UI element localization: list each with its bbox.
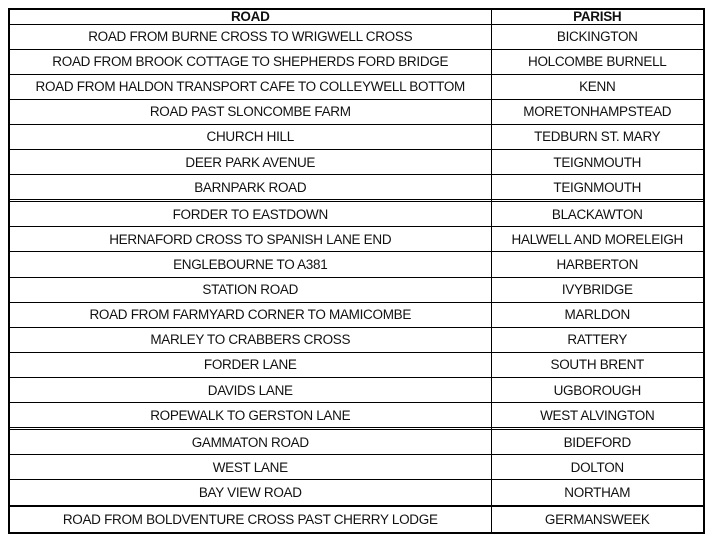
- table-row: [9, 150, 704, 175]
- road-parish-table: [8, 8, 705, 534]
- parish-cell: RATTERY: [491, 327, 704, 352]
- road-cell: MARLEY TO CRABBERS CROSS: [9, 327, 491, 352]
- table-row: [9, 74, 704, 99]
- parish-cell: HALWELL AND MORELEIGH: [491, 227, 704, 252]
- parish-cell: TEIGNMOUTH: [491, 175, 704, 200]
- table-row: [9, 252, 704, 277]
- road-cell: ENGLEBOURNE TO A381: [9, 252, 491, 277]
- table-row: [9, 202, 704, 227]
- table-row: [9, 302, 704, 327]
- road-cell: ROAD FROM BOLDVENTURE CROSS PAST CHERRY LODGE: [9, 507, 491, 533]
- parish-cell: WEST ALVINGTON: [491, 403, 704, 428]
- road-cell: BAY VIEW ROAD: [9, 480, 491, 505]
- road-cell: HERNAFORD CROSS TO SPANISH LANE END: [9, 227, 491, 252]
- table-row: [9, 175, 704, 200]
- road-cell: GAMMATON ROAD: [9, 430, 491, 455]
- table-body: [9, 24, 704, 533]
- table-row: [9, 277, 704, 302]
- table-row: [9, 99, 704, 124]
- road-cell: ROAD FROM BROOK COTTAGE TO SHEPHERDS FORD BRIDGE: [9, 49, 491, 74]
- table-row: [9, 353, 704, 378]
- road-cell: ROAD FROM FARMYARD CORNER TO MAMICOMBE: [9, 302, 491, 327]
- parish-cell: BIDEFORD: [491, 430, 704, 455]
- road-cell: BARNPARK ROAD: [9, 175, 491, 200]
- table-row: [9, 507, 704, 533]
- table-row: [9, 480, 704, 505]
- parish-cell: TEIGNMOUTH: [491, 150, 704, 175]
- parish-cell: SOUTH BRENT: [491, 353, 704, 378]
- table-row: [9, 125, 704, 150]
- road-cell: DEER PARK AVENUE: [9, 150, 491, 175]
- parish-cell: TEDBURN ST. MARY: [491, 125, 704, 150]
- road-cell: STATION ROAD: [9, 277, 491, 302]
- parish-cell: MARLDON: [491, 302, 704, 327]
- parish-cell: HOLCOMBE BURNELL: [491, 49, 704, 74]
- parish-cell: UGBOROUGH: [491, 378, 704, 403]
- parish-cell: HARBERTON: [491, 252, 704, 277]
- parish-cell: GERMANSWEEK: [491, 507, 704, 533]
- parish-cell: NORTHAM: [491, 480, 704, 505]
- road-cell: FORDER TO EASTDOWN: [9, 202, 491, 227]
- road-cell: CHURCH HILL: [9, 125, 491, 150]
- road-cell: ROAD FROM BURNE CROSS TO WRIGWELL CROSS: [9, 24, 491, 49]
- column-header-road: ROAD: [9, 9, 491, 24]
- table-row: [9, 24, 704, 49]
- column-header-parish: PARISH: [491, 9, 704, 24]
- road-cell: ROPEWALK TO GERSTON LANE: [9, 403, 491, 428]
- road-cell: FORDER LANE: [9, 353, 491, 378]
- table-row: [9, 227, 704, 252]
- road-cell: WEST LANE: [9, 455, 491, 480]
- parish-cell: KENN: [491, 74, 704, 99]
- parish-cell: DOLTON: [491, 455, 704, 480]
- parish-cell: BICKINGTON: [491, 24, 704, 49]
- road-cell: ROAD FROM HALDON TRANSPORT CAFE TO COLLEYWELL BOTTOM: [9, 74, 491, 99]
- table-row: [9, 455, 704, 480]
- parish-cell: BLACKAWTON: [491, 202, 704, 227]
- road-cell: ROAD PAST SLONCOMBE FARM: [9, 99, 491, 124]
- road-cell: DAVIDS LANE: [9, 378, 491, 403]
- table-row: [9, 327, 704, 352]
- table-row: [9, 378, 704, 403]
- parish-cell: IVYBRIDGE: [491, 277, 704, 302]
- table-row: [9, 403, 704, 428]
- parish-cell: MORETONHAMPSTEAD: [491, 99, 704, 124]
- table-row: [9, 430, 704, 455]
- header-row: [9, 9, 704, 24]
- table-row: [9, 49, 704, 74]
